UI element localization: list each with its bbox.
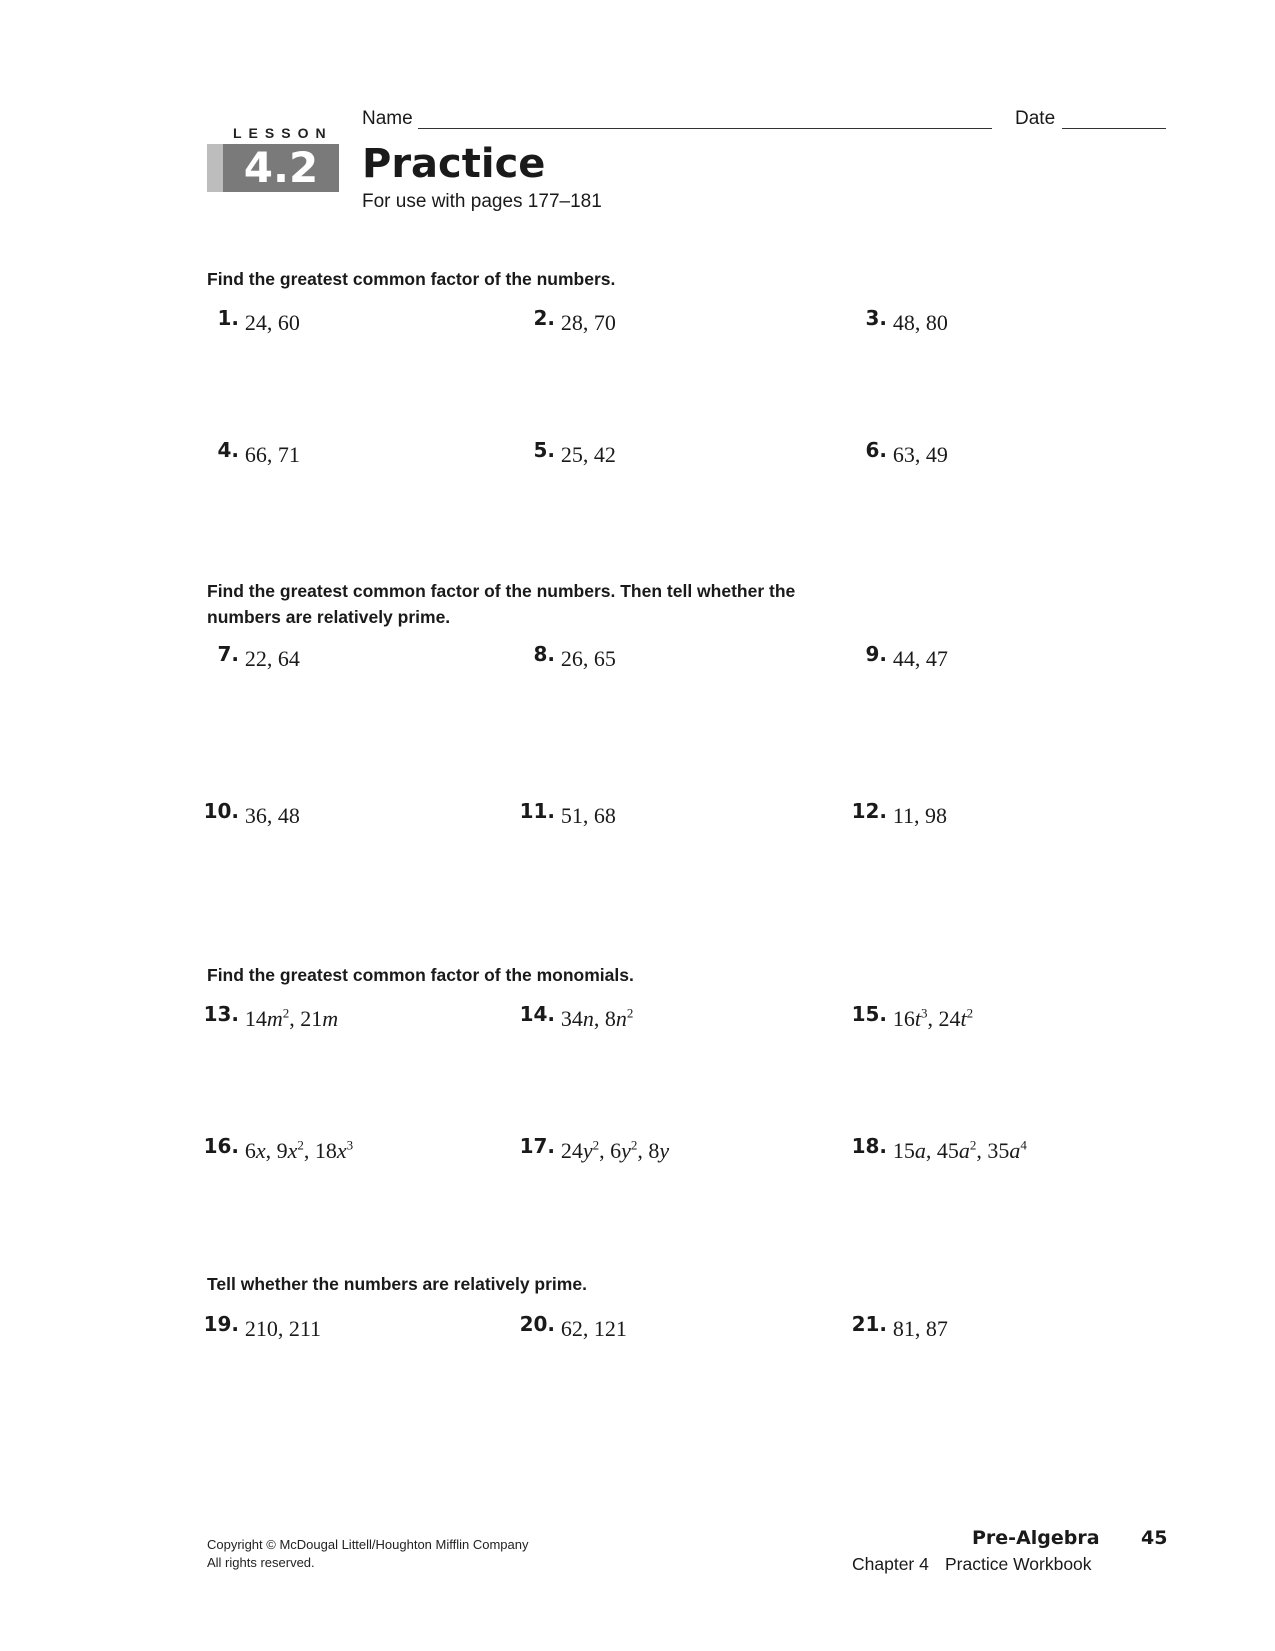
problem-8	[509, 642, 616, 672]
coefficient: 45	[936, 1138, 959, 1163]
problem-number: 21.	[851, 1312, 887, 1336]
exponent: 2	[630, 1137, 638, 1153]
problem-number: 6.	[865, 438, 887, 462]
copyright-notice	[207, 1536, 529, 1572]
problem-expression: $16t^3$, $24t^2$	[892, 1005, 974, 1031]
problem-number: 10.	[203, 799, 239, 823]
problem-expression: 63, 49	[892, 442, 948, 467]
variable: y	[659, 1138, 670, 1163]
date-field-line[interactable]	[1062, 128, 1166, 129]
problem-expression: $24y^2$, $6y^2$, 8y	[560, 1137, 670, 1163]
problem-14	[509, 1002, 633, 1032]
problem-20	[509, 1312, 627, 1342]
problem-number: 15.	[851, 1002, 887, 1026]
lesson-badge-accent	[207, 144, 223, 192]
problem-number: 1.	[217, 306, 239, 330]
coefficient: 21	[300, 1006, 323, 1031]
problem-expression: 62, 121	[560, 1316, 627, 1341]
problem-19	[193, 1312, 321, 1342]
problem-2	[509, 306, 616, 336]
problem-1	[193, 306, 300, 336]
problem-number: 14.	[519, 1002, 555, 1026]
coefficient: 14	[244, 1006, 267, 1031]
problem-4	[193, 438, 300, 468]
problem-number: 18.	[851, 1134, 887, 1158]
problem-expression: 6x, $9x^2$, $18x^3$	[244, 1137, 354, 1163]
variable: t	[960, 1006, 967, 1031]
coefficient: 6	[610, 1138, 622, 1163]
problem-number: 7.	[217, 642, 239, 666]
page-number: 45	[1141, 1527, 1168, 1549]
problem-expression: 26, 65	[560, 646, 616, 671]
workbook-label: Practice Workbook	[945, 1554, 1092, 1574]
coefficient: 8	[648, 1138, 660, 1163]
name-label: Name	[362, 108, 413, 129]
variable: a	[1009, 1138, 1021, 1163]
problem-expression: 25, 42	[560, 442, 616, 467]
problem-expression: 34n, $8n^2$	[560, 1005, 634, 1031]
problem-expression: 44, 47	[892, 646, 948, 671]
instruction-line: Find the greatest common factor of the numbers.	[207, 269, 616, 289]
variable: x	[255, 1138, 266, 1163]
exponent: 3	[920, 1005, 928, 1021]
coefficient: 9	[276, 1138, 288, 1163]
problem-number: 8.	[533, 642, 555, 666]
problem-7	[193, 642, 300, 672]
exponent: 2	[592, 1137, 600, 1153]
exponent: 2	[297, 1137, 304, 1153]
variable: x	[287, 1138, 298, 1163]
coefficient: 24	[560, 1138, 583, 1163]
page-title: Practice	[362, 141, 546, 187]
coefficient: 16	[892, 1006, 915, 1031]
problem-16	[193, 1134, 353, 1164]
variable: a	[958, 1138, 970, 1163]
variable: x	[336, 1138, 347, 1163]
variable: m	[266, 1006, 283, 1031]
problem-number: 9.	[865, 642, 887, 666]
coefficient: 24	[938, 1006, 961, 1031]
variable: y	[621, 1138, 631, 1163]
instruction-line: numbers are relatively prime.	[207, 607, 451, 627]
section-3-instruction	[207, 962, 907, 988]
variable: a	[914, 1138, 926, 1163]
instruction-line: Find the greatest common factor of the monomials.	[207, 965, 634, 985]
exponent: 4	[1020, 1137, 1027, 1153]
lesson-number: 4.2	[243, 143, 319, 192]
problem-expression: 48, 80	[892, 310, 948, 335]
chapter-label: Chapter 4	[852, 1554, 929, 1574]
problem-number: 11.	[519, 799, 555, 823]
section-4-instruction	[207, 1271, 907, 1297]
variable: t	[914, 1006, 921, 1031]
problem-number: 19.	[203, 1312, 239, 1336]
copyright-line: Copyright © McDougal Littell/Houghton Mifflin Company	[207, 1537, 529, 1552]
exponent: 3	[346, 1137, 354, 1153]
variable: m	[322, 1006, 339, 1031]
problem-expression: 15a, $45a^2$, $35a^4$	[892, 1137, 1027, 1163]
variable: y	[582, 1138, 593, 1163]
problem-number: 3.	[865, 306, 887, 330]
problem-21	[841, 1312, 948, 1342]
lesson-label: LESSON	[233, 125, 333, 141]
exponent: 2	[282, 1005, 290, 1021]
variable: n	[582, 1006, 594, 1031]
problem-13	[193, 1002, 338, 1032]
problem-expression: 22, 64	[244, 646, 300, 671]
coefficient: 18	[314, 1138, 337, 1163]
instruction-line: Tell whether the numbers are relatively prime.	[207, 1274, 587, 1294]
problem-expression: 51, 68	[560, 803, 616, 828]
problem-number: 17.	[519, 1134, 555, 1158]
variable: n	[615, 1006, 627, 1031]
problem-number: 16.	[203, 1134, 239, 1158]
book-title: Pre-Algebra	[972, 1527, 1100, 1549]
exponent: 2	[626, 1005, 634, 1021]
problem-11	[509, 799, 616, 829]
exponent: 2	[969, 1137, 977, 1153]
problem-number: 13.	[203, 1002, 239, 1026]
problem-expression: 66, 71	[244, 442, 300, 467]
problem-expression: 11, 98	[892, 803, 948, 828]
section-1-instruction	[207, 266, 907, 292]
problem-9	[841, 642, 948, 672]
name-field-line[interactable]	[418, 128, 992, 129]
problem-number: 2.	[533, 306, 555, 330]
problem-15	[841, 1002, 973, 1032]
problem-17	[509, 1134, 669, 1164]
problem-number: 20.	[519, 1312, 555, 1336]
problem-expression: 24, 60	[244, 310, 300, 335]
problem-expression: 81, 87	[892, 1316, 948, 1341]
problem-number: 12.	[851, 799, 887, 823]
problem-expression: 210, 211	[244, 1316, 322, 1341]
problem-3	[841, 306, 948, 336]
page-subtitle: For use with pages 177–181	[362, 191, 602, 212]
problem-expression: 28, 70	[560, 310, 616, 335]
coefficient: 6	[244, 1138, 256, 1163]
problem-number: 4.	[217, 438, 239, 462]
coefficient: 35	[987, 1138, 1010, 1163]
coefficient: 34	[560, 1006, 583, 1031]
problem-18	[841, 1134, 1027, 1164]
lesson-badge	[207, 144, 339, 192]
instruction-line: Find the greatest common factor of the numbers. Then tell whether the	[207, 581, 796, 601]
rights-line: All rights reserved.	[207, 1555, 315, 1570]
problem-number: 5.	[533, 438, 555, 462]
coefficient: 15	[892, 1138, 915, 1163]
section-2-instruction	[207, 578, 907, 630]
problem-12	[841, 799, 947, 829]
problem-10	[193, 799, 300, 829]
problem-5	[509, 438, 616, 468]
coefficient: 8	[604, 1006, 616, 1031]
problem-expression: 36, 48	[244, 803, 300, 828]
exponent: 2	[966, 1005, 974, 1021]
date-label: Date	[1015, 108, 1056, 129]
problem-6	[841, 438, 948, 468]
problem-expression: $14m^2$, 21m	[244, 1005, 339, 1031]
